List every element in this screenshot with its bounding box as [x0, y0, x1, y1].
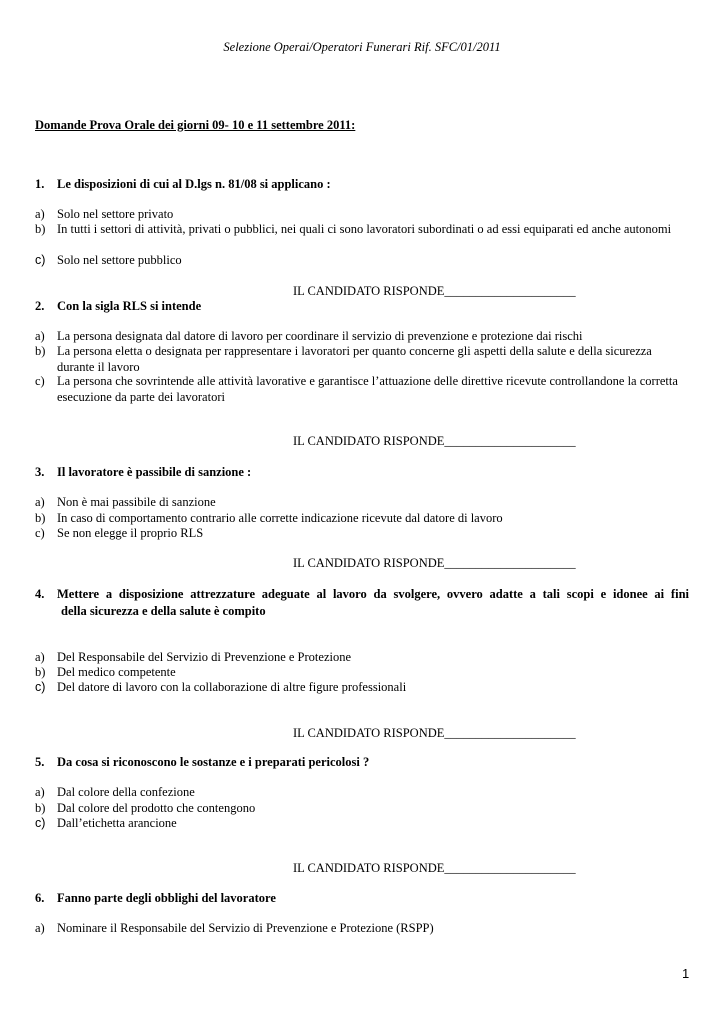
answer-line: IL CANDIDATO RISPONDE_____________________: [293, 726, 576, 740]
option-text: Del datore di lavoro con la collaborazione di altre figure professionali: [57, 680, 407, 694]
option-letter: a): [35, 921, 45, 935]
option-text: La persona che sovrintende alle attività lavorative e garantisce l’attuazione delle direttive ricevute controllandone la corretta esecuzione da parte dei lavoratori: [57, 374, 678, 404]
option-letter: a): [35, 495, 45, 509]
option-letter: b): [35, 665, 46, 679]
option-text: Dal colore del prodotto che contengono: [57, 801, 256, 815]
option-letter: a): [35, 329, 45, 343]
option-letter: b): [35, 801, 46, 815]
option-text: Solo nel settore pubblico: [57, 253, 182, 267]
option-text: Dall’etichetta arancione: [57, 816, 177, 830]
question-text: Il lavoratore è passibile di sanzione :: [57, 465, 252, 479]
question-text: Con la sigla RLS si intende: [57, 299, 202, 313]
option-text: Nominare il Responsabile del Servizio di Prevenzione e Protezione (RSPP): [57, 921, 434, 935]
question-number: 3.: [35, 465, 45, 479]
question-text: Fanno parte degli obblighi del lavoratore: [57, 891, 276, 905]
option-letter: a): [35, 650, 45, 664]
question-text-continued: della sicurezza e della salute è compito: [61, 604, 266, 618]
option-text: La persona eletta o designata per rappresentare i lavoratori per quanto concerne gli aspetti della salute e della sicurezza durante il lavoro: [57, 344, 652, 374]
answer-line: IL CANDIDATO RISPONDE_____________________: [293, 861, 576, 875]
option-letter: c): [35, 680, 46, 694]
answer-line: IL CANDIDATO RISPONDE_____________________: [293, 434, 576, 448]
answer-line: IL CANDIDATO RISPONDE_____________________: [293, 284, 576, 298]
question-number: 1.: [35, 177, 45, 191]
option-letter: c): [35, 526, 45, 540]
option-letter: a): [35, 207, 45, 221]
question-number: 5.: [35, 755, 45, 769]
option-letter: c): [35, 816, 46, 830]
option-text: Solo nel settore privato: [57, 207, 174, 221]
question-text: Le disposizioni di cui al D.lgs n. 81/08 si applicano :: [57, 177, 331, 191]
answer-line: IL CANDIDATO RISPONDE_____________________: [293, 556, 576, 570]
option-letter: b): [35, 511, 46, 525]
question-text: Da cosa si riconoscono le sostanze e i preparati pericolosi ?: [57, 755, 370, 769]
question-number: 2.: [35, 299, 45, 313]
question-number: 6.: [35, 891, 45, 905]
question-text: Mettere a disposizione attrezzature adeguate al lavoro da svolgere, ovvero adatte a tali scopi e idonee ai fini: [57, 587, 689, 601]
option-letter: b): [35, 344, 46, 358]
option-text: In caso di comportamento contrario alle corrette indicazione ricevute dal datore di lavoro: [57, 511, 503, 525]
option-letter: a): [35, 785, 45, 799]
option-letter: c): [35, 374, 45, 388]
running-header: Selezione Operai/Operatori Funerari Rif. SFC/01/2011: [223, 40, 501, 54]
option-text: Dal colore della confezione: [57, 785, 195, 799]
option-text: Del medico competente: [57, 665, 176, 679]
page-title: Domande Prova Orale dei giorni 09- 10 e 11 settembre 2011:: [35, 118, 356, 132]
option-letter: b): [35, 222, 46, 236]
page-number: 1: [682, 966, 690, 981]
question-number: 4.: [35, 587, 45, 601]
option-text: Se non elegge il proprio RLS: [57, 526, 204, 540]
option-text: Non è mai passibile di sanzione: [57, 495, 216, 509]
option-text: La persona designata dal datore di lavoro per coordinare il servizio di prevenzione e protezione dai rischi: [57, 329, 583, 343]
option-text: In tutti i settori di attività, privati o pubblici, nei quali ci sono lavoratori subordinati o ad essi equiparati ed anche autonomi: [57, 222, 672, 236]
option-letter: c): [35, 253, 46, 267]
option-text: Del Responsabile del Servizio di Prevenzione e Protezione: [57, 650, 352, 664]
